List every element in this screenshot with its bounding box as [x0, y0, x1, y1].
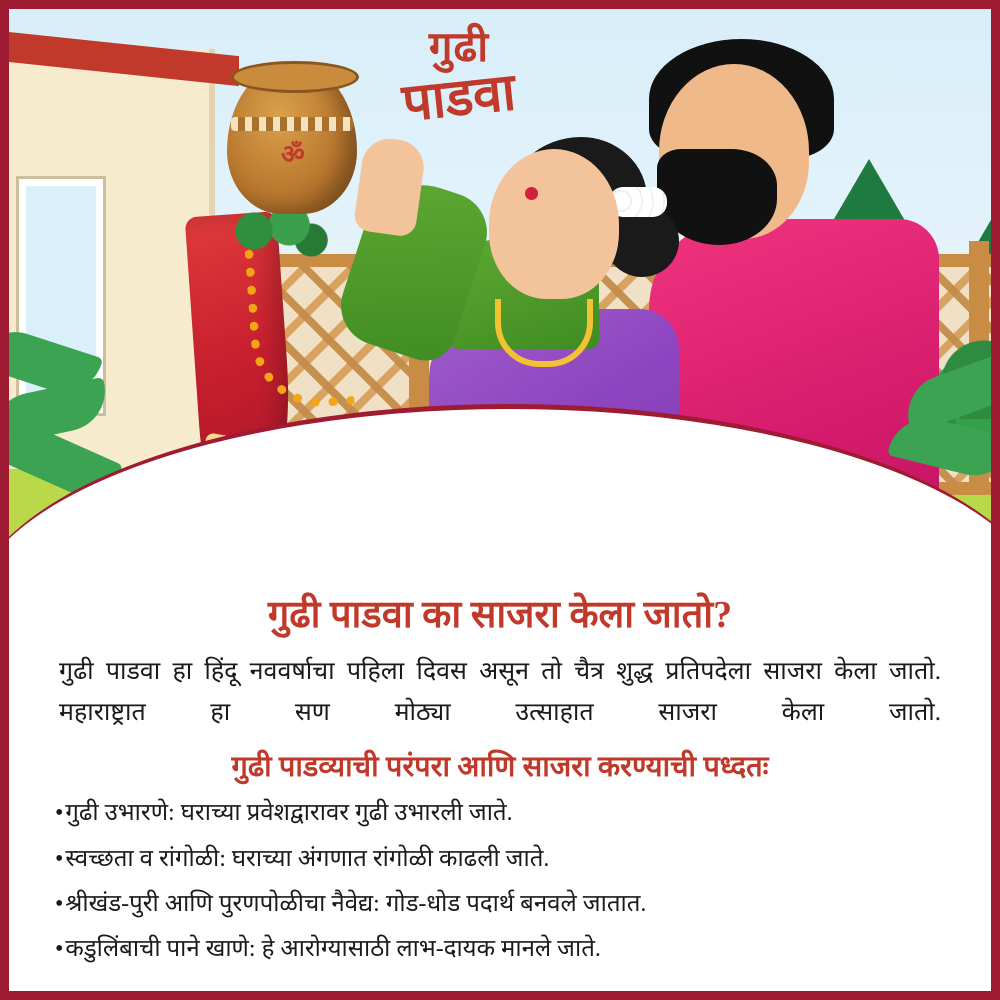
illustration-scene — [9, 9, 991, 569]
logo-line-1: गुढी — [428, 25, 490, 71]
mango-leaves-icon — [221, 207, 331, 267]
tradition-list — [51, 795, 949, 968]
woman-head — [489, 149, 619, 299]
main-heading: गुढी पाडवा का साजरा केला जातो? — [267, 594, 733, 636]
logo-line-2: पाडवा — [399, 64, 519, 133]
gudhi-padwa-logo — [349, 27, 569, 147]
list-item: • श्रीखंड-पुरी आणि पुरणपोळीचा नैवेद्य: गोड-धोड पदार्थ बनवले जातात. — [55, 886, 945, 923]
list-item: • स्वच्छता व रांगोळी: घराच्या अंगणात रांगोळी काढली जाते. — [55, 841, 945, 878]
text-content — [9, 569, 991, 1000]
om-symbol-icon: ॐ — [281, 139, 305, 169]
list-item: • कडुलिंबाची पाने खाणे: हे आरोग्यासाठी लाभ-दायक मानले जाते. — [55, 931, 945, 968]
intro-paragraph: गुढी पाडवा हा हिंदू नववर्षाचा पहिला दिवस असून तो चैत्र शुद्ध प्रतिपदेला साजरा केला जातो. महाराष्ट्रात हा सण मोठ्या उत्साहात साजरा केला जातो. — [59, 657, 941, 726]
list-item: • गुढी उभारणे: घराच्या प्रवेशद्वारावर गुढी उभारली जाते. — [55, 795, 945, 832]
kalash-pattern-band — [231, 117, 353, 131]
sub-heading: गुढी पाडव्याची परंपरा आणि साजरा करण्याची पध्दतः — [231, 751, 769, 784]
kalash-rim — [231, 61, 359, 93]
bindi-icon — [525, 187, 538, 200]
